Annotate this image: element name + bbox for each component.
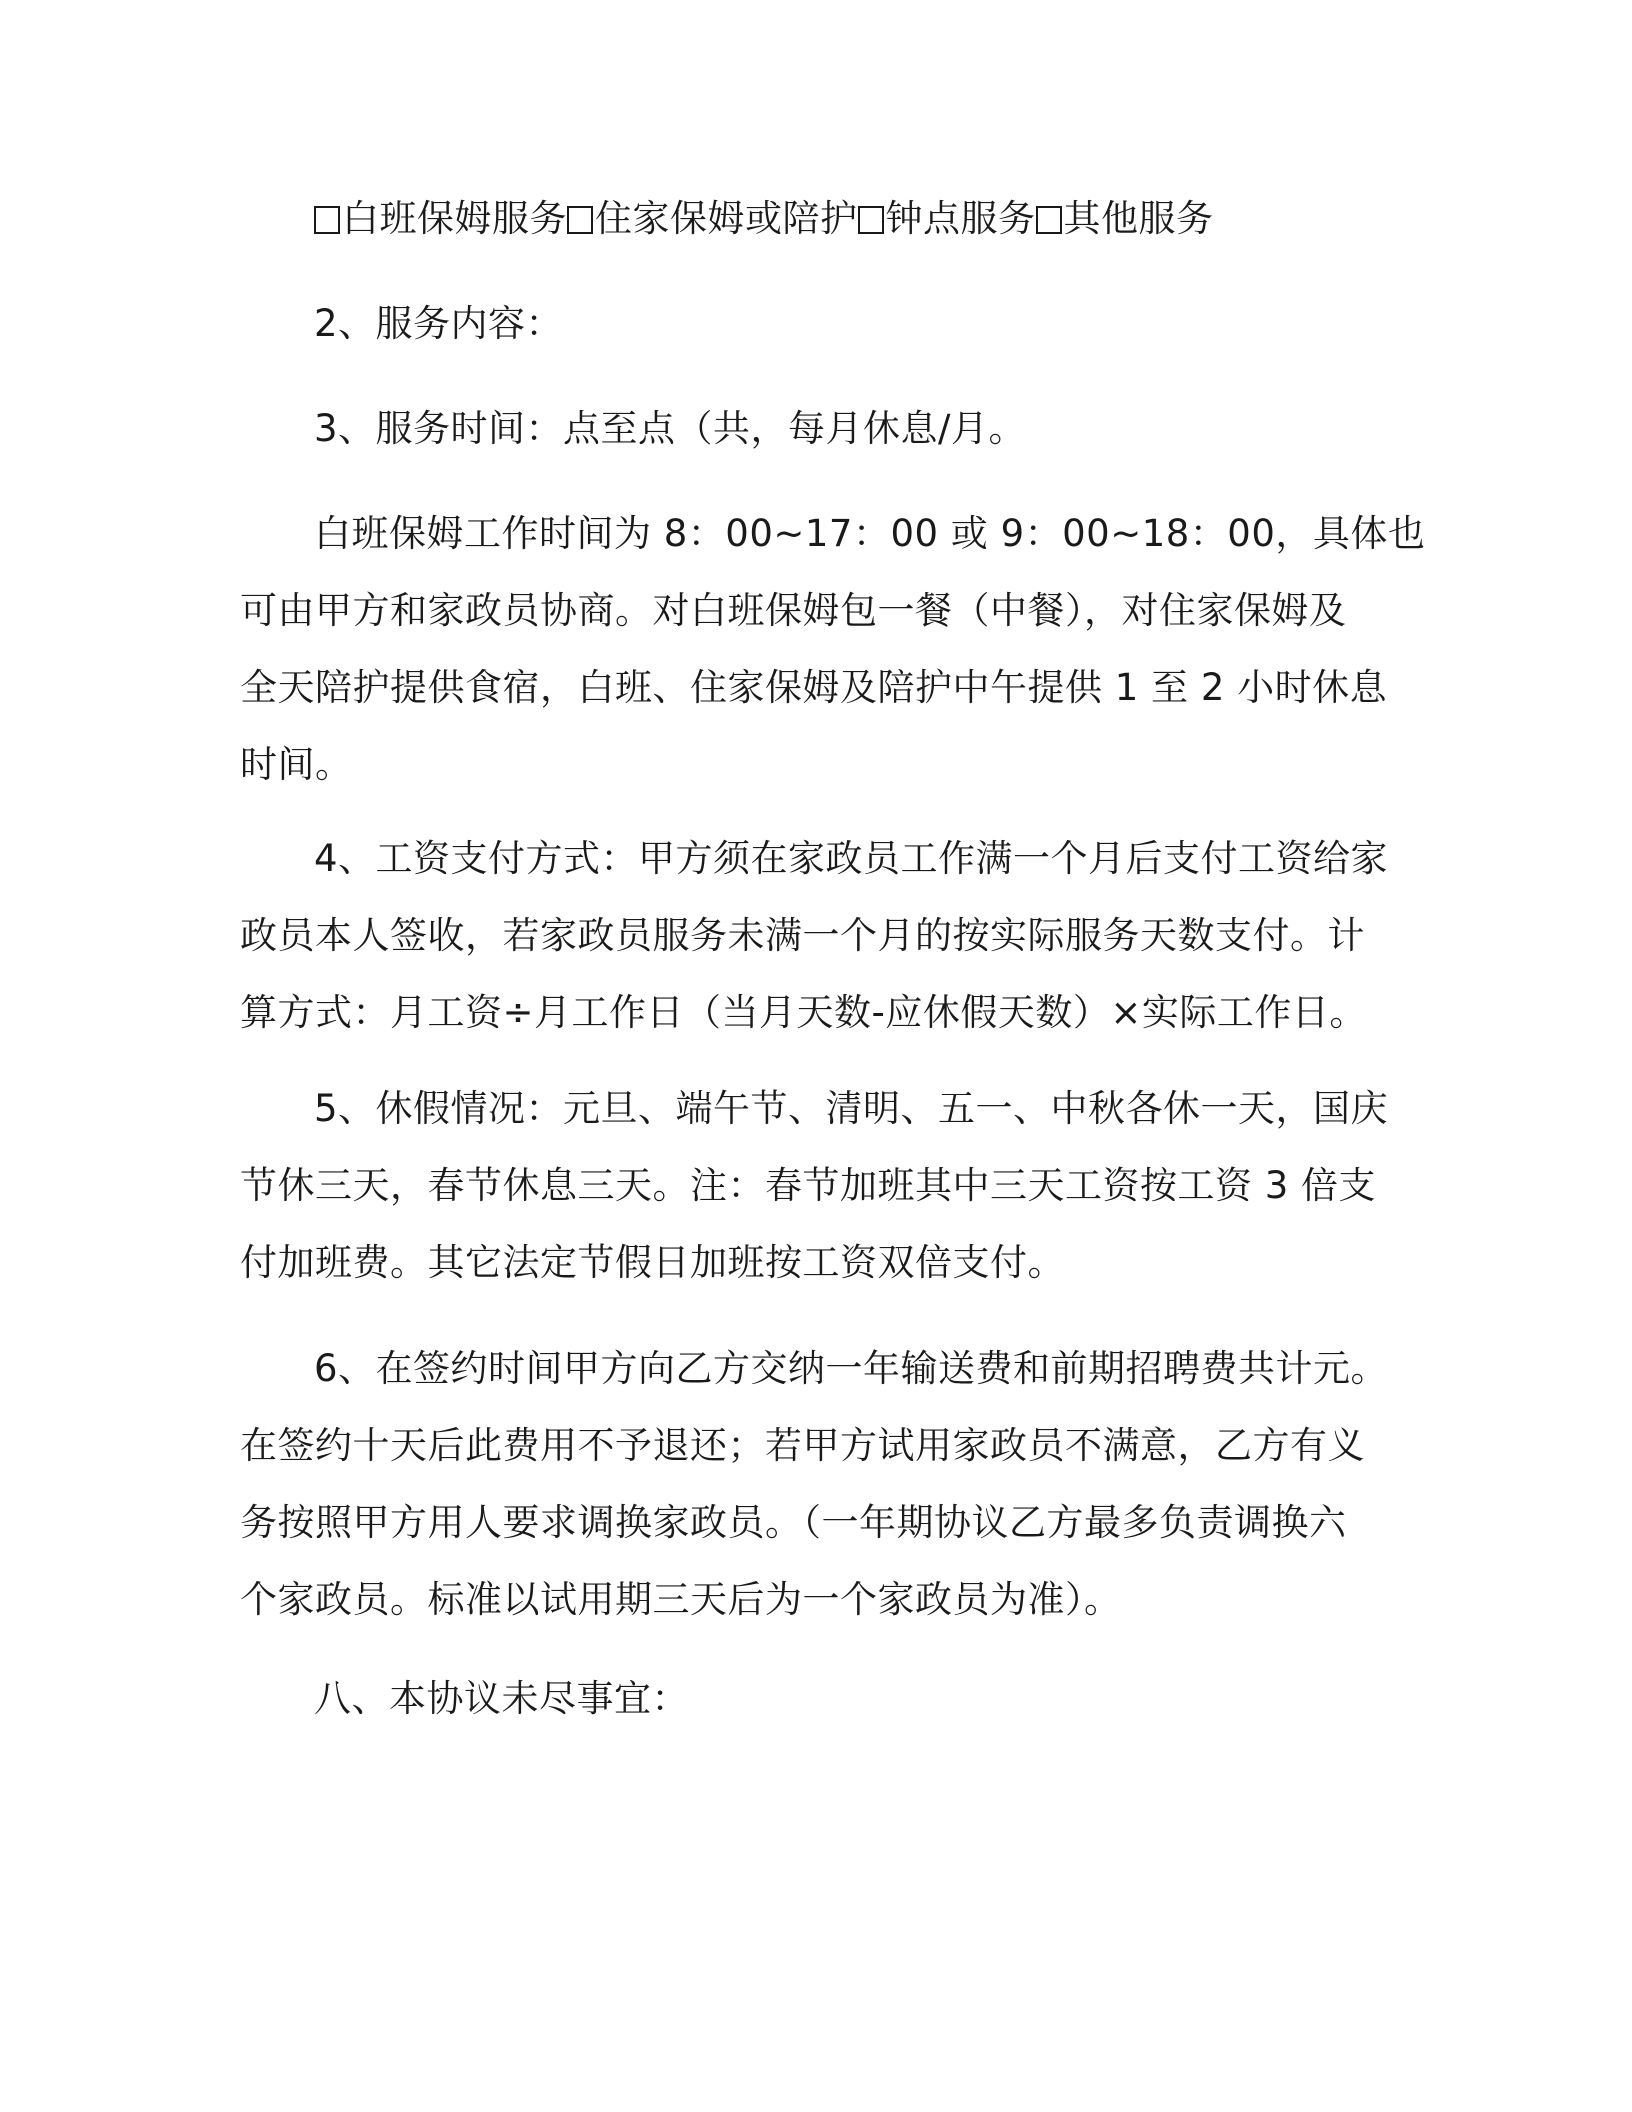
clause-miscellaneous: 八、本协议未尽事宜：: [314, 1677, 689, 1720]
service-option-other[interactable]: 其他服务: [1036, 180, 1214, 257]
clause-wage-payment: 4、工资支付方式：甲方须在家政员工作满一个月后支付工资给家 政员本人签收，若家政员服务未满一个月的按实际服务天数支付。计 算方式：月工资÷月工作日（当月天数-应休假天数）×实际工作日。: [240, 837, 1389, 1034]
clause-holidays: 5、休假情况：元旦、端午节、清明、五一、中秋各休一天，国庆 节休三天，春节休息三天。注：春节加班其中三天工资按工资 3 倍支 付加班费。其它法定节假日加班按工资双倍支付。: [240, 1087, 1389, 1284]
checkbox-icon[interactable]: [858, 206, 884, 234]
checkbox-icon[interactable]: [567, 206, 593, 234]
clause-work-hours: 白班保姆工作时间为 8：00~17：00 或 9：00~18：00，具体也 可由甲方和家政员协商。对白班保姆包一餐（中餐），对住家保姆及 全天陪护提供食宿，白班、住家保姆及陪护中午提供 1 至 2 小时休息 时间。: [240, 512, 1426, 786]
service-option-live-in[interactable]: 住家保姆或陪护: [567, 180, 858, 257]
checkbox-icon[interactable]: [1036, 206, 1062, 234]
clause-service-time: 3、服务时间：点至点（共，每月休息/月。: [314, 407, 1027, 450]
service-option-hourly[interactable]: 钟点服务: [858, 180, 1036, 257]
clause-fees: 6、在签约时间甲方向乙方交纳一年输送费和前期招聘费共计元。 在签约十天后此费用不予退还；若甲方试用家政员不满意，乙方有义 务按照甲方用人要求调换家政员。（一年期协议乙方最多负责调换六 个家政员。标准以试用期三天后为一个家政员为准）。: [240, 1347, 1389, 1621]
service-type-options: [240, 180, 1464, 257]
clause-service-content: 2、服务内容：: [314, 302, 564, 345]
service-option-day-nanny[interactable]: 白班保姆服务: [314, 180, 567, 257]
checkbox-icon[interactable]: [314, 206, 340, 234]
